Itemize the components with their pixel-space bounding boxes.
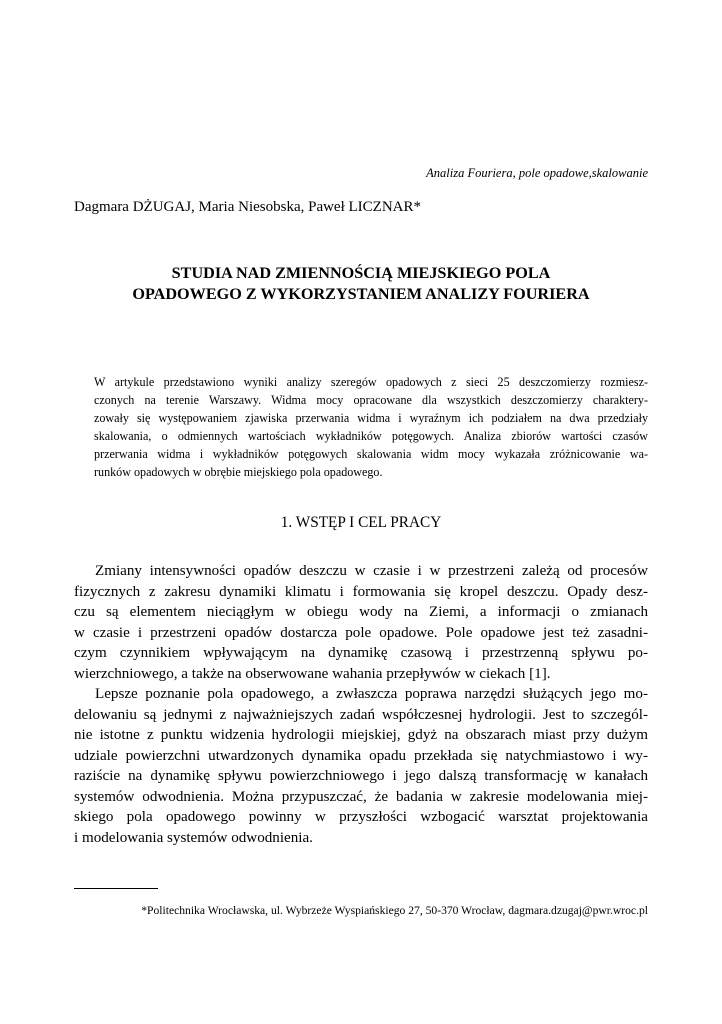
body-line: wierzchniowego, a także na obserwowane wahania przepływów w ciekach [1]. xyxy=(74,665,551,682)
title-line: STUDIA NAD ZMIENNOŚCIĄ MIEJSKIEGO POLA xyxy=(171,264,551,282)
body-line: delowaniu są jednymi z najważniejszych zadań współczesnej hydrologii. Jest to szczegól- xyxy=(74,706,648,723)
authors: Dagmara DŻUGAJ, Maria Niesobska, Paweł LICZNAR* xyxy=(74,199,422,215)
body-line: udziale powierzchni utwardzonych dynamika opadu przekłada się natychmiastowo i wy- xyxy=(74,747,648,764)
body-line: Lepsze poznanie pola opadowego, a zwłaszcza poprawa narzędzi służących jego mo- xyxy=(95,686,648,702)
abstract-line: zowały się występowaniem zjawiska przerwania widma i wyraźnym ich podziałem na dwa przedziały xyxy=(94,411,648,425)
body-line: w czasie i przestrzeni opadów dostarcza pole opadowe. Pole opadowe jest też zasadni- xyxy=(74,624,648,641)
body-line: Zmiany intensywności opadów deszczu w czasie i w przestrzeni zależą od procesów xyxy=(95,563,648,579)
section-body xyxy=(74,561,648,848)
abstract-line: skalowania, o odmiennych wartościach wykładników potęgowych. Analiza zbiorów wartości czasów xyxy=(94,429,648,443)
section-heading: 1. WSTĘP I CEL PRACY xyxy=(280,514,442,531)
footnote-rule xyxy=(74,888,158,889)
body-line: czym czynnikiem wpływającym na dynamikę czasową i przestrzenną spływu po- xyxy=(74,645,648,661)
body-line: fizycznych z zakresu dynamiki klimatu i formowania się kropel deszczu. Opady desz- xyxy=(74,583,648,600)
keywords: Analiza Fouriera, pole opadowe,skalowanie xyxy=(426,166,648,180)
body-line: nie istotne z punktu widzenia hydrologii miejskiej, gdyż na obszarach miast przy dużym xyxy=(74,727,648,743)
title-line: OPADOWEGO Z WYKORZYSTANIEM ANALIZY FOURIERA xyxy=(132,285,590,303)
body-line: czu są elementem nieciągłym w obiegu wody na Ziemi, a informacji o zmianach xyxy=(74,604,648,620)
abstract-line: W artykule przedstawiono wyniki analizy szeregów opadowych z sieci 25 deszczomierzy rozmiesz- xyxy=(94,375,648,389)
body-line: systemów odwodnienia. Można przypuszczać, że badania w zakresie modelowania miej- xyxy=(74,788,648,805)
body-line: raziście na dynamikę spływu powierzchniowego i jego dalszą transformację w kanałach xyxy=(74,768,648,784)
abstract-line: czonych na terenie Warszawy. Widma mocy opracowane dla wszystkich deszczomierzy charaktery- xyxy=(94,393,648,407)
footnote: *Politechnika Wrocławska, ul. Wybrzeże Wyspiańskiego 27, 50-370 Wrocław, dagmara.dzugaj@pwr.wroc.pl xyxy=(141,904,648,917)
body-line: skiego pola opadowego powinny w przyszłości wzbogacić warsztat projektowania xyxy=(74,809,648,825)
abstract-line: przerwania widma i wykładników potęgowych skalowania widm mocy wykazała zróżnicowanie wa- xyxy=(94,447,648,461)
abstract-line: runków opadowych w obrębie miejskiego pola opadowego. xyxy=(94,465,383,479)
body-line: i modelowania systemów odwodnienia. xyxy=(74,829,313,846)
abstract xyxy=(94,373,648,481)
paper-title xyxy=(74,263,648,305)
